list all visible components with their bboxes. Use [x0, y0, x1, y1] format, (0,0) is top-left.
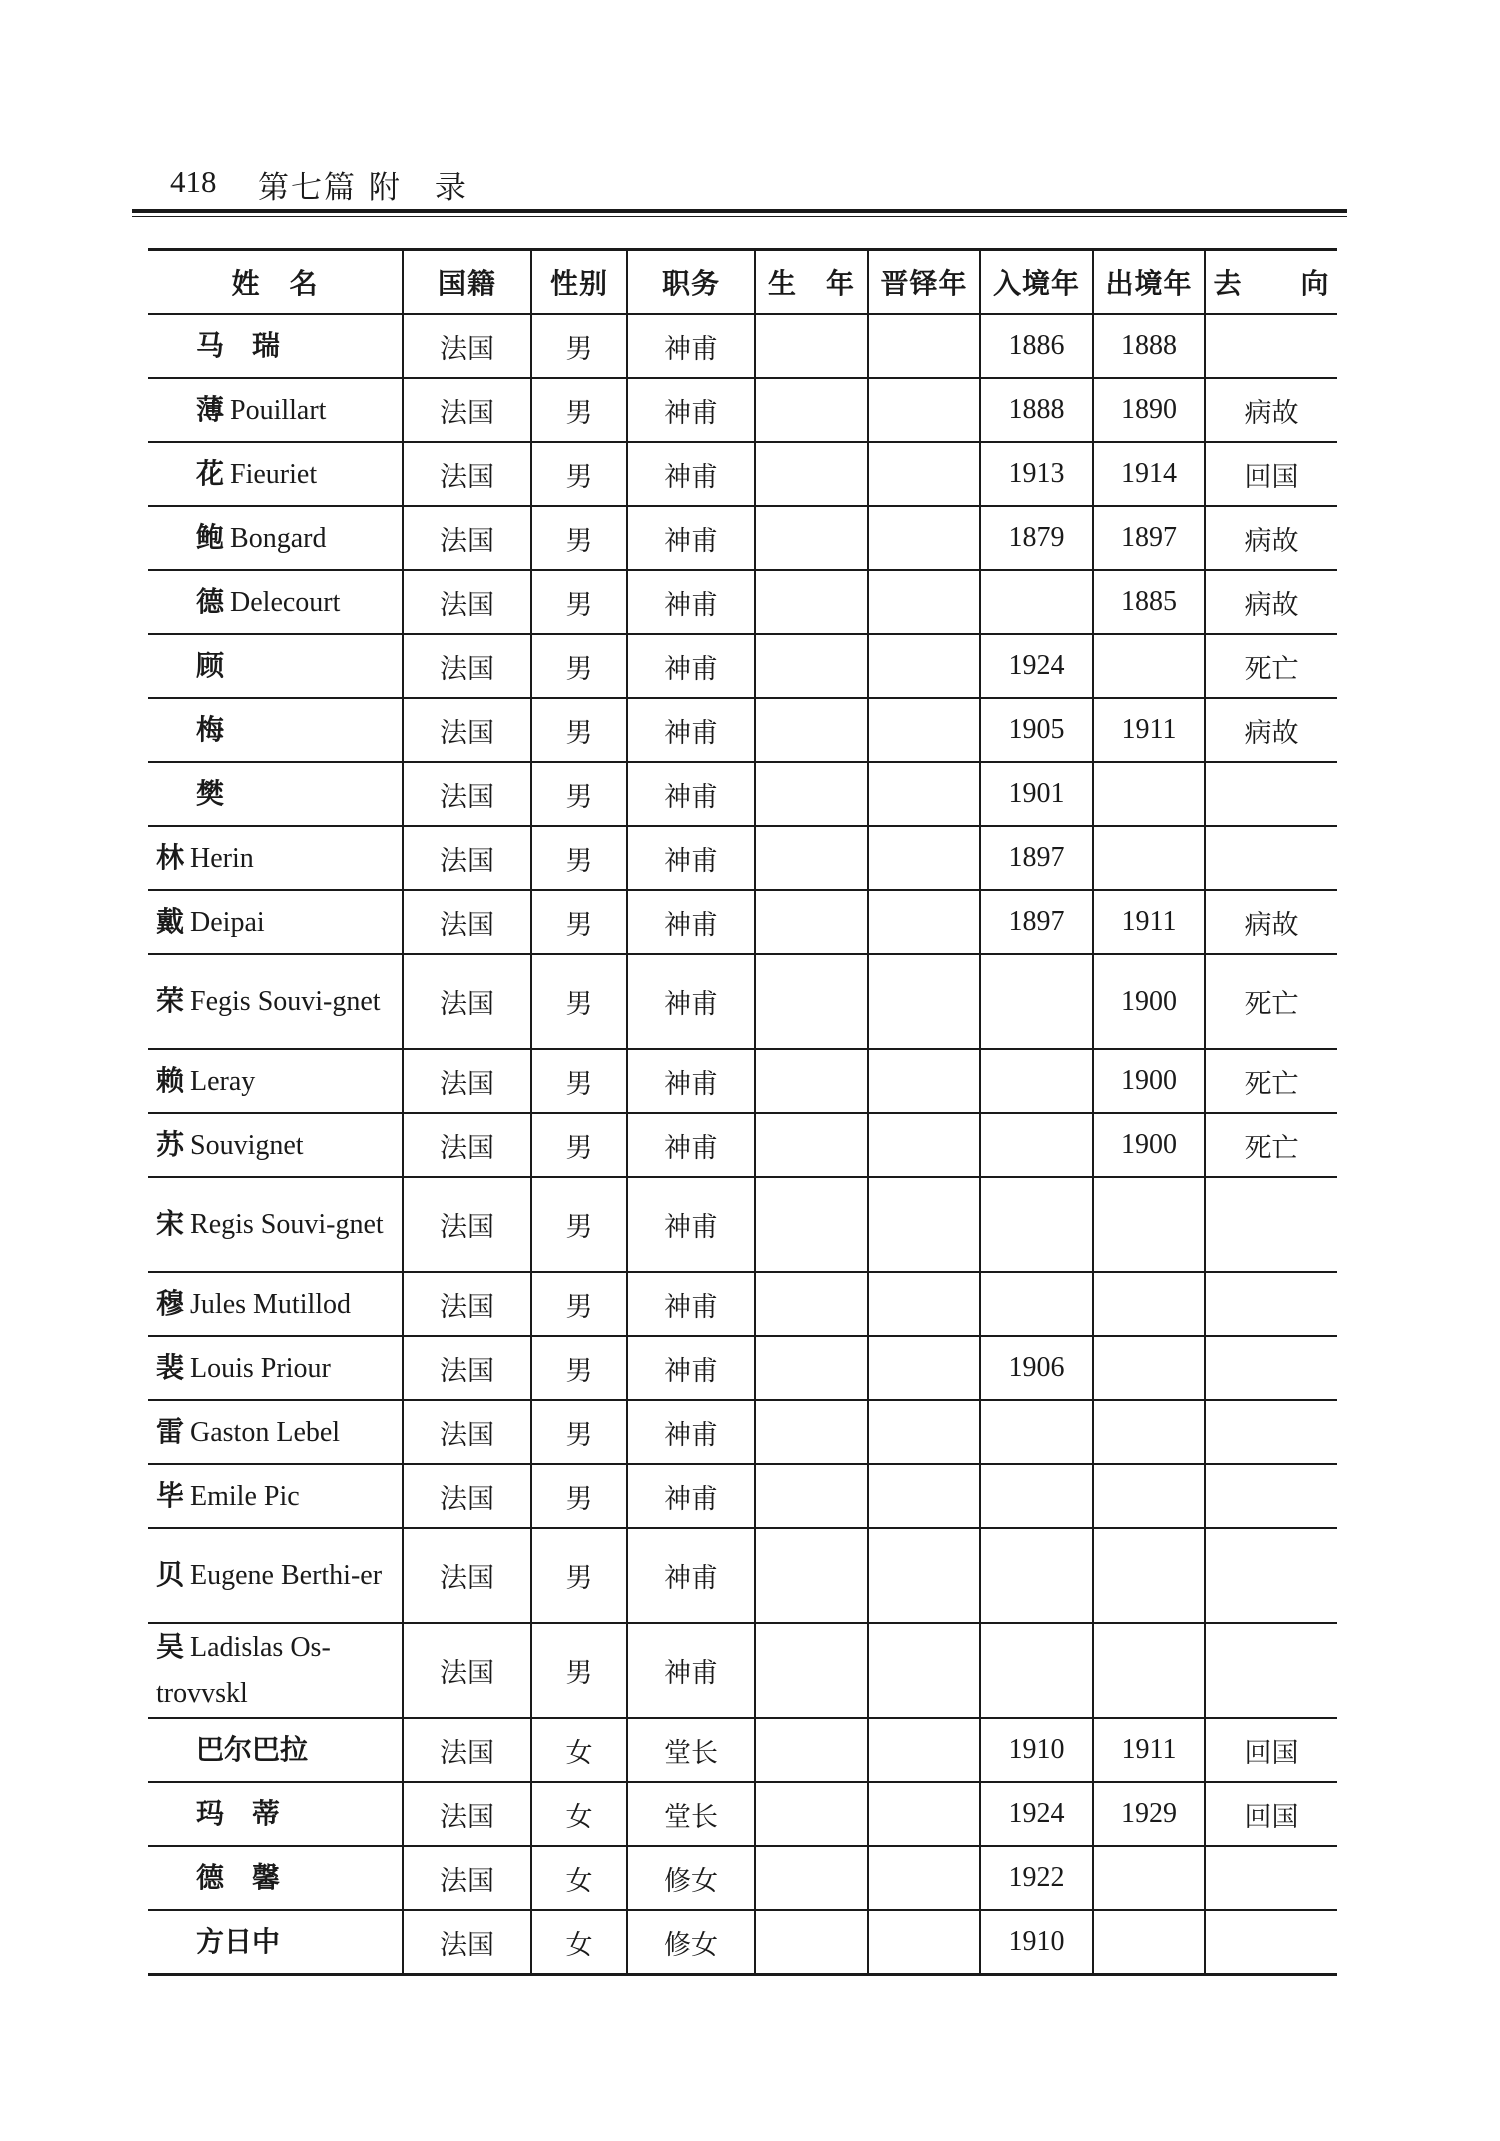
position-cell: 堂长: [627, 1718, 755, 1782]
chinese-name: 裴: [156, 1350, 185, 1384]
gender-cell: 男: [531, 506, 627, 570]
chinese-name: 花: [196, 456, 225, 490]
gender-cell: 男: [531, 314, 627, 378]
exit-year-cell: [1093, 762, 1205, 826]
col-exit-year: 出境年: [1093, 250, 1205, 315]
col-entry-year: 入境年: [980, 250, 1093, 315]
latin-name: Bongard: [230, 522, 327, 554]
nationality-cell: 法国: [403, 698, 531, 762]
fate-cell: [1205, 1177, 1337, 1272]
entry-year-cell: [980, 570, 1093, 634]
ordination-year-cell: [868, 1272, 980, 1336]
chinese-name: 德: [196, 584, 225, 618]
table-row: [148, 826, 1337, 890]
entry-year-cell: 1910: [980, 1718, 1093, 1782]
latin-name: Deipai: [190, 906, 265, 938]
position-cell: 神甫: [627, 1400, 755, 1464]
entry-year-cell: 1906: [980, 1336, 1093, 1400]
table-row: [148, 954, 1337, 1049]
name-cell: [148, 890, 403, 954]
ordination-year-cell: [868, 1528, 980, 1623]
table-row: [148, 1782, 1337, 1846]
name-cell: [148, 1718, 403, 1782]
fate-cell: 死亡: [1205, 1049, 1337, 1113]
table-row: [148, 506, 1337, 570]
position-cell: 神甫: [627, 890, 755, 954]
chinese-name: 赖: [156, 1063, 185, 1097]
table-row: [148, 378, 1337, 442]
position-cell: 神甫: [627, 698, 755, 762]
col-gender: 性别: [531, 250, 627, 315]
entry-year-cell: 1886: [980, 314, 1093, 378]
name-cell: [148, 1400, 403, 1464]
exit-year-cell: 1911: [1093, 1718, 1205, 1782]
fate-cell: 病故: [1205, 698, 1337, 762]
gender-cell: 女: [531, 1910, 627, 1975]
nationality-cell: 法国: [403, 1623, 531, 1718]
gender-cell: 男: [531, 1400, 627, 1464]
fate-cell: [1205, 1846, 1337, 1910]
table-row: [148, 442, 1337, 506]
fate-cell: 回国: [1205, 1718, 1337, 1782]
chinese-name: 林: [156, 840, 185, 874]
exit-year-cell: [1093, 1272, 1205, 1336]
birth-year-cell: [755, 1336, 868, 1400]
nationality-cell: 法国: [403, 1049, 531, 1113]
ordination-year-cell: [868, 1177, 980, 1272]
missionary-register-table: [148, 248, 1337, 1976]
gender-cell: 男: [531, 1113, 627, 1177]
entry-year-cell: [980, 1623, 1093, 1718]
fate-cell: 死亡: [1205, 634, 1337, 698]
exit-year-cell: [1093, 1336, 1205, 1400]
exit-year-cell: [1093, 634, 1205, 698]
col-ordination-year: 晋铎年: [868, 250, 980, 315]
col-fate: 去 向: [1205, 250, 1337, 315]
exit-year-cell: 1900: [1093, 1113, 1205, 1177]
entry-year-cell: [980, 954, 1093, 1049]
gender-cell: 男: [531, 378, 627, 442]
birth-year-cell: [755, 442, 868, 506]
fate-cell: 回国: [1205, 442, 1337, 506]
table-row: [148, 314, 1337, 378]
ordination-year-cell: [868, 378, 980, 442]
exit-year-cell: [1093, 1846, 1205, 1910]
latin-name: Fegis Souvi-gnet: [190, 986, 381, 1017]
page-header: [132, 158, 1347, 214]
table-body: [148, 314, 1337, 1975]
entry-year-cell: [980, 1113, 1093, 1177]
name-cell: [148, 442, 403, 506]
name-cell: [148, 954, 403, 1049]
position-cell: 神甫: [627, 506, 755, 570]
chinese-name: 贝: [156, 1558, 185, 1591]
entry-year-cell: 1924: [980, 634, 1093, 698]
chinese-name: 梅: [196, 712, 225, 746]
birth-year-cell: [755, 1718, 868, 1782]
ordination-year-cell: [868, 570, 980, 634]
position-cell: 堂长: [627, 1782, 755, 1846]
header-rule-thin: [132, 216, 1347, 217]
nationality-cell: 法国: [403, 1177, 531, 1272]
latin-name: Ladislas Os-trovvskl: [156, 1632, 331, 1709]
gender-cell: 男: [531, 698, 627, 762]
name-cell: [148, 1113, 403, 1177]
gender-cell: 男: [531, 1528, 627, 1623]
position-cell: 神甫: [627, 762, 755, 826]
nationality-cell: 法国: [403, 954, 531, 1049]
gender-cell: 女: [531, 1718, 627, 1782]
position-cell: 神甫: [627, 1623, 755, 1718]
entry-year-cell: 1910: [980, 1910, 1093, 1975]
entry-year-cell: 1924: [980, 1782, 1093, 1846]
chapter-title: 第七篇 附 录: [258, 170, 468, 206]
ordination-year-cell: [868, 954, 980, 1049]
ordination-year-cell: [868, 1113, 980, 1177]
fate-cell: [1205, 1528, 1337, 1623]
ordination-year-cell: [868, 698, 980, 762]
latin-name: Souvignet: [190, 1129, 304, 1161]
exit-year-cell: [1093, 1528, 1205, 1623]
header-rule: [132, 209, 1347, 213]
nationality-cell: 法国: [403, 826, 531, 890]
nationality-cell: 法国: [403, 762, 531, 826]
nationality-cell: 法国: [403, 1464, 531, 1528]
table-row: [148, 1718, 1337, 1782]
entry-year-cell: 1888: [980, 378, 1093, 442]
table-row: [148, 1177, 1337, 1272]
gender-cell: 男: [531, 1336, 627, 1400]
entry-year-cell: 1901: [980, 762, 1093, 826]
chinese-name: 顾: [196, 648, 225, 682]
ordination-year-cell: [868, 506, 980, 570]
name-cell: [148, 826, 403, 890]
position-cell: 神甫: [627, 1049, 755, 1113]
table-row: [148, 762, 1337, 826]
nationality-cell: 法国: [403, 634, 531, 698]
name-cell: [148, 1782, 403, 1846]
nationality-cell: 法国: [403, 1910, 531, 1975]
col-position: 职务: [627, 250, 755, 315]
ordination-year-cell: [868, 634, 980, 698]
nationality-cell: 法国: [403, 314, 531, 378]
entry-year-cell: 1913: [980, 442, 1093, 506]
name-cell: [148, 698, 403, 762]
position-cell: 神甫: [627, 570, 755, 634]
header-row: [148, 250, 1337, 315]
birth-year-cell: [755, 506, 868, 570]
fate-cell: 死亡: [1205, 1113, 1337, 1177]
position-cell: 神甫: [627, 1177, 755, 1272]
name-cell: [148, 1049, 403, 1113]
latin-name: Gaston Lebel: [190, 1416, 341, 1448]
gender-cell: 男: [531, 826, 627, 890]
exit-year-cell: 1911: [1093, 698, 1205, 762]
nationality-cell: 法国: [403, 506, 531, 570]
gender-cell: 男: [531, 762, 627, 826]
birth-year-cell: [755, 1177, 868, 1272]
entry-year-cell: [980, 1528, 1093, 1623]
name-cell: [148, 314, 403, 378]
ordination-year-cell: [868, 314, 980, 378]
table-row: [148, 890, 1337, 954]
table-row: [148, 1336, 1337, 1400]
latin-name: Jules Mutillod: [190, 1288, 352, 1320]
exit-year-cell: 1897: [1093, 506, 1205, 570]
ordination-year-cell: [868, 1400, 980, 1464]
ordination-year-cell: [868, 442, 980, 506]
birth-year-cell: [755, 954, 868, 1049]
exit-year-cell: 1900: [1093, 954, 1205, 1049]
nationality-cell: 法国: [403, 570, 531, 634]
fate-cell: [1205, 826, 1337, 890]
latin-name: Delecourt: [230, 586, 341, 618]
table-row: [148, 1910, 1337, 1975]
fate-cell: [1205, 314, 1337, 378]
entry-year-cell: [980, 1177, 1093, 1272]
fate-cell: [1205, 1272, 1337, 1336]
name-cell: [148, 1623, 403, 1718]
chinese-name: 德 馨: [196, 1860, 281, 1894]
table-row: [148, 1464, 1337, 1528]
ordination-year-cell: [868, 1718, 980, 1782]
chinese-name: 薄: [196, 392, 225, 426]
latin-name: Leray: [190, 1065, 256, 1097]
birth-year-cell: [755, 314, 868, 378]
name-cell: [148, 1464, 403, 1528]
gender-cell: 男: [531, 1049, 627, 1113]
name-cell: [148, 1528, 403, 1623]
exit-year-cell: [1093, 1464, 1205, 1528]
name-cell: [148, 378, 403, 442]
birth-year-cell: [755, 1846, 868, 1910]
entry-year-cell: 1879: [980, 506, 1093, 570]
position-cell: 神甫: [627, 1336, 755, 1400]
position-cell: 神甫: [627, 634, 755, 698]
position-cell: 神甫: [627, 378, 755, 442]
latin-name: Emile Pic: [190, 1480, 300, 1512]
position-cell: 神甫: [627, 314, 755, 378]
table-row: [148, 634, 1337, 698]
ordination-year-cell: [868, 1846, 980, 1910]
entry-year-cell: [980, 1272, 1093, 1336]
birth-year-cell: [755, 1400, 868, 1464]
col-nationality: 国籍: [403, 250, 531, 315]
exit-year-cell: 1900: [1093, 1049, 1205, 1113]
col-birth-year: 生 年: [755, 250, 868, 315]
position-cell: 神甫: [627, 1528, 755, 1623]
entry-year-cell: 1922: [980, 1846, 1093, 1910]
gender-cell: 男: [531, 954, 627, 1049]
birth-year-cell: [755, 634, 868, 698]
position-cell: 神甫: [627, 1113, 755, 1177]
chinese-name: 穆: [156, 1286, 185, 1320]
birth-year-cell: [755, 1528, 868, 1623]
gender-cell: 男: [531, 1623, 627, 1718]
exit-year-cell: [1093, 826, 1205, 890]
latin-name: Louis Priour: [190, 1352, 331, 1384]
ordination-year-cell: [868, 1049, 980, 1113]
ordination-year-cell: [868, 826, 980, 890]
chinese-name: 巴尔巴拉: [196, 1732, 309, 1766]
fate-cell: 病故: [1205, 506, 1337, 570]
page-number: 418: [170, 164, 217, 199]
fate-cell: 回国: [1205, 1782, 1337, 1846]
exit-year-cell: 1929: [1093, 1782, 1205, 1846]
table-row: [148, 1272, 1337, 1336]
ordination-year-cell: [868, 762, 980, 826]
nationality-cell: 法国: [403, 1336, 531, 1400]
latin-name: Regis Souvi-gnet: [190, 1209, 384, 1240]
exit-year-cell: 1885: [1093, 570, 1205, 634]
birth-year-cell: [755, 1910, 868, 1975]
exit-year-cell: 1888: [1093, 314, 1205, 378]
fate-cell: [1205, 1623, 1337, 1718]
entry-year-cell: [980, 1464, 1093, 1528]
chinese-name: 毕: [156, 1478, 185, 1512]
exit-year-cell: [1093, 1910, 1205, 1975]
chinese-name: 马 瑞: [196, 328, 281, 362]
ordination-year-cell: [868, 1910, 980, 1975]
fate-cell: [1205, 762, 1337, 826]
gender-cell: 男: [531, 890, 627, 954]
table-row: [148, 698, 1337, 762]
birth-year-cell: [755, 570, 868, 634]
entry-year-cell: [980, 1049, 1093, 1113]
exit-year-cell: [1093, 1623, 1205, 1718]
table-row: [148, 570, 1337, 634]
nationality-cell: 法国: [403, 1528, 531, 1623]
chinese-name: 鲍: [196, 520, 225, 554]
table-row: [148, 1846, 1337, 1910]
chinese-name: 玛 蒂: [196, 1796, 281, 1830]
birth-year-cell: [755, 1272, 868, 1336]
entry-year-cell: 1897: [980, 826, 1093, 890]
latin-name: Fieuriet: [230, 458, 318, 490]
fate-cell: 病故: [1205, 378, 1337, 442]
fate-cell: 死亡: [1205, 954, 1337, 1049]
gender-cell: 女: [531, 1782, 627, 1846]
name-cell: [148, 1846, 403, 1910]
chinese-name: 樊: [196, 776, 225, 810]
nationality-cell: 法国: [403, 1400, 531, 1464]
nationality-cell: 法国: [403, 1782, 531, 1846]
gender-cell: 男: [531, 634, 627, 698]
ordination-year-cell: [868, 1782, 980, 1846]
birth-year-cell: [755, 1049, 868, 1113]
fate-cell: [1205, 1336, 1337, 1400]
exit-year-cell: 1914: [1093, 442, 1205, 506]
gender-cell: 女: [531, 1846, 627, 1910]
name-cell: [148, 634, 403, 698]
chinese-name: 吴: [156, 1630, 185, 1663]
entry-year-cell: 1905: [980, 698, 1093, 762]
birth-year-cell: [755, 1623, 868, 1718]
position-cell: 神甫: [627, 1464, 755, 1528]
chinese-name: 苏: [156, 1127, 185, 1161]
birth-year-cell: [755, 378, 868, 442]
birth-year-cell: [755, 698, 868, 762]
fate-cell: [1205, 1910, 1337, 1975]
name-cell: [148, 762, 403, 826]
fate-cell: [1205, 1464, 1337, 1528]
chinese-name: 雷: [156, 1414, 185, 1448]
birth-year-cell: [755, 890, 868, 954]
ordination-year-cell: [868, 890, 980, 954]
position-cell: 神甫: [627, 1272, 755, 1336]
gender-cell: 男: [531, 1177, 627, 1272]
ordination-year-cell: [868, 1464, 980, 1528]
nationality-cell: 法国: [403, 442, 531, 506]
name-cell: [148, 1910, 403, 1975]
gender-cell: 男: [531, 570, 627, 634]
entry-year-cell: [980, 1400, 1093, 1464]
gender-cell: 男: [531, 1272, 627, 1336]
name-cell: [148, 1336, 403, 1400]
gender-cell: 男: [531, 1464, 627, 1528]
nationality-cell: 法国: [403, 378, 531, 442]
table-row: [148, 1623, 1337, 1718]
position-cell: 神甫: [627, 954, 755, 1049]
position-cell: 修女: [627, 1910, 755, 1975]
nationality-cell: 法国: [403, 890, 531, 954]
fate-cell: 病故: [1205, 890, 1337, 954]
name-cell: [148, 570, 403, 634]
nationality-cell: 法国: [403, 1272, 531, 1336]
chinese-name: 荣: [156, 984, 185, 1017]
position-cell: 修女: [627, 1846, 755, 1910]
position-cell: 神甫: [627, 826, 755, 890]
chinese-name: 戴: [156, 904, 185, 938]
table-row: [148, 1113, 1337, 1177]
birth-year-cell: [755, 1113, 868, 1177]
fate-cell: [1205, 1400, 1337, 1464]
birth-year-cell: [755, 762, 868, 826]
name-cell: [148, 1177, 403, 1272]
name-cell: [148, 506, 403, 570]
chinese-name: 方日中: [196, 1924, 281, 1958]
chinese-name: 宋: [156, 1207, 185, 1240]
name-cell: [148, 1272, 403, 1336]
birth-year-cell: [755, 1464, 868, 1528]
nationality-cell: 法国: [403, 1113, 531, 1177]
exit-year-cell: [1093, 1400, 1205, 1464]
gender-cell: 男: [531, 442, 627, 506]
latin-name: Herin: [190, 842, 254, 874]
latin-name: Pouillart: [230, 394, 327, 426]
entry-year-cell: 1897: [980, 890, 1093, 954]
exit-year-cell: 1890: [1093, 378, 1205, 442]
birth-year-cell: [755, 826, 868, 890]
birth-year-cell: [755, 1782, 868, 1846]
exit-year-cell: [1093, 1177, 1205, 1272]
ordination-year-cell: [868, 1336, 980, 1400]
fate-cell: 病故: [1205, 570, 1337, 634]
nationality-cell: 法国: [403, 1718, 531, 1782]
table-row: [148, 1528, 1337, 1623]
table-row: [148, 1400, 1337, 1464]
latin-name: Eugene Berthi-er: [190, 1560, 383, 1591]
position-cell: 神甫: [627, 442, 755, 506]
col-name: 姓 名: [148, 250, 403, 315]
table-row: [148, 1049, 1337, 1113]
ordination-year-cell: [868, 1623, 980, 1718]
exit-year-cell: 1911: [1093, 890, 1205, 954]
nationality-cell: 法国: [403, 1846, 531, 1910]
